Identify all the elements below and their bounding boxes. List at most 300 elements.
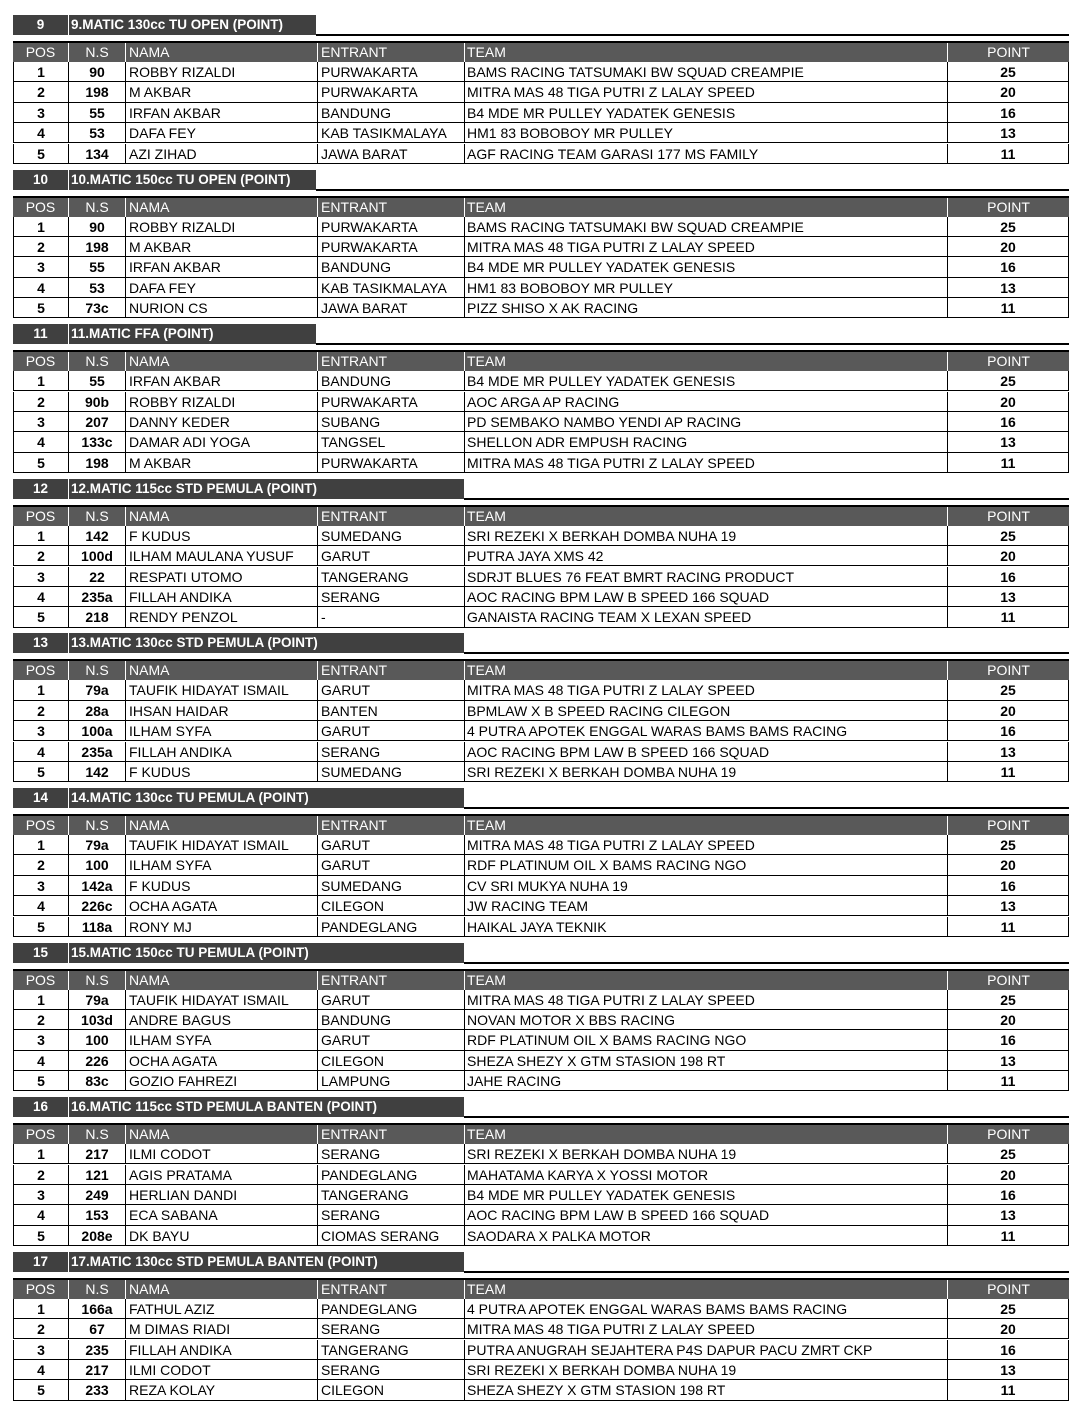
- cell-point: 25: [948, 1299, 1069, 1318]
- cell-ns: 235a: [69, 587, 126, 606]
- cell-team: SDRJT BLUES 76 FEAT BMRT RACING PRODUCT: [465, 567, 948, 586]
- column-header-ns: N.S: [69, 971, 126, 990]
- result-row: [13, 1165, 1069, 1185]
- column-header-pos: POS: [13, 661, 69, 680]
- cell-ns: 166a: [69, 1299, 126, 1318]
- column-header-ns: N.S: [69, 43, 126, 62]
- result-row: [13, 990, 1069, 1010]
- result-row: [13, 392, 1069, 412]
- title-rule: [464, 1116, 1069, 1118]
- cell-pos: 1: [13, 217, 69, 236]
- cell-pos: 4: [13, 587, 69, 606]
- cell-point: 13: [948, 1360, 1069, 1379]
- cell-entrant: PANDEGLANG: [318, 1299, 465, 1318]
- cell-pos: 1: [13, 371, 69, 390]
- class-title: 9.MATIC 130cc TU OPEN (POINT): [69, 15, 316, 35]
- cell-nama: AGIS PRATAMA: [126, 1165, 318, 1184]
- cell-entrant: CILEGON: [318, 896, 465, 915]
- cell-pos: 2: [13, 237, 69, 256]
- title-rule: [464, 962, 1069, 964]
- cell-team: 4 PUTRA APOTEK ENGGAL WARAS BAMS BAMS RACING: [465, 721, 948, 740]
- cell-nama: M AKBAR: [126, 453, 318, 472]
- cell-ns: 83c: [69, 1071, 126, 1090]
- result-row: [13, 607, 1069, 627]
- cell-entrant: PURWAKARTA: [318, 237, 465, 256]
- column-header-point: POINT: [987, 971, 1030, 988]
- class-title-row: [13, 1252, 1069, 1272]
- cell-team: MITRA MAS 48 TIGA PUTRI Z LALAY SPEED: [465, 990, 948, 1009]
- column-header-ns: N.S: [69, 661, 126, 680]
- cell-nama: ROBBY RIZALDI: [126, 62, 318, 81]
- cell-point: 25: [948, 990, 1069, 1009]
- column-header-point: POINT: [987, 44, 1030, 60]
- cell-pos: 5: [13, 453, 69, 472]
- cell-entrant: JAWA BARAT: [318, 298, 465, 317]
- cell-team: AOC RACING BPM LAW B SPEED 166 SQUAD: [465, 587, 948, 606]
- cell-nama: TAUFIK HIDAYAT ISMAIL: [126, 835, 318, 854]
- cell-team: BAMS RACING TATSUMAKI BW SQUAD CREAMPIE: [465, 62, 948, 81]
- class-title: 11.MATIC FFA (POINT): [69, 324, 316, 344]
- column-header-team: TEAM: [465, 1280, 948, 1299]
- cell-nama: GOZIO FAHREZI: [126, 1071, 318, 1090]
- cell-ns: 153: [69, 1205, 126, 1224]
- column-header-ns: N.S: [69, 1125, 126, 1144]
- result-row: [13, 701, 1069, 721]
- cell-team: B4 MDE MR PULLEY YADATEK GENESIS: [465, 257, 948, 276]
- cell-entrant: BANDUNG: [318, 1010, 465, 1029]
- cell-entrant: -: [318, 607, 465, 626]
- cell-ns: 134: [69, 144, 126, 163]
- result-row: [13, 1071, 1069, 1091]
- results-sheet: [13, 15, 1069, 1406]
- cell-point: 11: [948, 144, 1069, 163]
- cell-team: NOVAN MOTOR X BBS RACING: [465, 1010, 948, 1029]
- result-row: [13, 680, 1069, 700]
- cell-team: AGF RACING TEAM GARASI 177 MS FAMILY: [465, 144, 948, 163]
- cell-entrant: PURWAKARTA: [318, 82, 465, 101]
- column-header-ns: N.S: [69, 1280, 126, 1299]
- class-number: 11: [13, 324, 69, 344]
- cell-point: 13: [948, 1205, 1069, 1224]
- result-row: [13, 917, 1069, 937]
- cell-ns: 142: [69, 526, 126, 545]
- result-row: [13, 876, 1069, 896]
- cell-pos: 5: [13, 1380, 69, 1399]
- class-number: 12: [13, 479, 69, 499]
- result-row: [13, 298, 1069, 318]
- cell-nama: NURION CS: [126, 298, 318, 317]
- title-rule: [316, 189, 1069, 191]
- column-header-nama: NAMA: [126, 971, 318, 990]
- cell-point: 16: [948, 876, 1069, 895]
- cell-team: SHELLON ADR EMPUSH RACING: [465, 432, 948, 451]
- race-class-block: [13, 479, 1069, 634]
- column-header-team: TEAM: [465, 507, 948, 526]
- cell-team: SRI REZEKI X BERKAH DOMBA NUHA 19: [465, 526, 948, 545]
- column-header-team: TEAM: [465, 816, 948, 835]
- column-header-entrant: ENTRANT: [318, 507, 465, 526]
- cell-ns: 142: [69, 762, 126, 781]
- cell-nama: F KUDUS: [126, 762, 318, 781]
- cell-pos: 3: [13, 103, 69, 122]
- result-row: [13, 1205, 1069, 1225]
- cell-team: SAODARA X PALKA MOTOR: [465, 1226, 948, 1245]
- column-header-team: TEAM: [465, 1125, 948, 1144]
- cell-point: 16: [948, 567, 1069, 586]
- cell-entrant: TANGERANG: [318, 1340, 465, 1359]
- column-header-pos: POS: [13, 43, 69, 62]
- cell-team: 4 PUTRA APOTEK ENGGAL WARAS BAMS BAMS RACING: [465, 1299, 948, 1318]
- result-row: [13, 217, 1069, 237]
- class-title-row: [13, 943, 1069, 963]
- cell-pos: 3: [13, 1340, 69, 1359]
- column-header-team: TEAM: [465, 43, 948, 62]
- result-row: [13, 371, 1069, 391]
- cell-nama: RESPATI UTOMO: [126, 567, 318, 586]
- column-header-ns: N.S: [69, 352, 126, 371]
- cell-ns: 218: [69, 607, 126, 626]
- cell-entrant: LAMPUNG: [318, 1071, 465, 1090]
- cell-ns: 100: [69, 855, 126, 874]
- cell-ns: 226c: [69, 896, 126, 915]
- class-number: 14: [13, 788, 69, 808]
- cell-ns: 249: [69, 1185, 126, 1204]
- cell-ns: 90: [69, 62, 126, 81]
- cell-nama: ILMI CODOT: [126, 1144, 318, 1163]
- race-class-block: [13, 1097, 1069, 1252]
- cell-pos: 3: [13, 412, 69, 431]
- cell-entrant: TANGSEL: [318, 432, 465, 451]
- cell-point: 20: [948, 1165, 1069, 1184]
- cell-nama: RENDY PENZOL: [126, 607, 318, 626]
- cell-team: SRI REZEKI X BERKAH DOMBA NUHA 19: [465, 1144, 948, 1163]
- race-class-block: [13, 943, 1069, 1098]
- cell-team: AOC RACING BPM LAW B SPEED 166 SQUAD: [465, 1205, 948, 1224]
- cell-entrant: SERANG: [318, 1319, 465, 1338]
- column-header-pos: POS: [13, 507, 69, 526]
- column-header-ns: N.S: [69, 816, 126, 835]
- column-header-entrant: ENTRANT: [318, 971, 465, 990]
- cell-entrant: GARUT: [318, 546, 465, 565]
- class-number: 17: [13, 1252, 69, 1272]
- cell-point: 25: [948, 217, 1069, 236]
- cell-point: 11: [948, 1071, 1069, 1090]
- cell-ns: 226: [69, 1051, 126, 1070]
- cell-ns: 79a: [69, 680, 126, 699]
- column-header-point: POINT: [987, 1280, 1030, 1297]
- cell-team: SRI REZEKI X BERKAH DOMBA NUHA 19: [465, 1360, 948, 1379]
- cell-pos: 3: [13, 876, 69, 895]
- result-row: [13, 835, 1069, 855]
- cell-team: HM1 83 BOBOBOY MR PULLEY: [465, 278, 948, 297]
- column-header-point: POINT: [987, 1126, 1030, 1143]
- cell-point: 11: [948, 762, 1069, 781]
- class-title-row: [13, 170, 1069, 190]
- result-row: [13, 1144, 1069, 1164]
- cell-ns: 235: [69, 1340, 126, 1359]
- cell-team: MITRA MAS 48 TIGA PUTRI Z LALAY SPEED: [465, 237, 948, 256]
- cell-team: SRI REZEKI X BERKAH DOMBA NUHA 19: [465, 762, 948, 781]
- column-header-nama: NAMA: [126, 352, 318, 371]
- cell-point: 16: [948, 412, 1069, 431]
- cell-point: 16: [948, 257, 1069, 276]
- cell-pos: 2: [13, 855, 69, 874]
- class-title-row: [13, 1097, 1069, 1117]
- cell-point: 25: [948, 835, 1069, 854]
- cell-pos: 4: [13, 1051, 69, 1070]
- cell-nama: FILLAH ANDIKA: [126, 1340, 318, 1359]
- result-row: [13, 123, 1069, 143]
- cell-nama: RONY MJ: [126, 917, 318, 936]
- cell-nama: IHSAN HAIDAR: [126, 701, 318, 720]
- cell-entrant: SERANG: [318, 1144, 465, 1163]
- cell-nama: FILLAH ANDIKA: [126, 587, 318, 606]
- cell-entrant: SERANG: [318, 1360, 465, 1379]
- column-header-row: [13, 350, 1069, 371]
- cell-pos: 4: [13, 123, 69, 142]
- class-title-row: [13, 324, 1069, 344]
- cell-entrant: BANDUNG: [318, 103, 465, 122]
- column-header-entrant: ENTRANT: [318, 816, 465, 835]
- race-class-block: [13, 324, 1069, 479]
- cell-pos: 3: [13, 1185, 69, 1204]
- cell-team: MITRA MAS 48 TIGA PUTRI Z LALAY SPEED: [465, 82, 948, 101]
- cell-entrant: SUMEDANG: [318, 762, 465, 781]
- cell-ns: 198: [69, 82, 126, 101]
- cell-team: MITRA MAS 48 TIGA PUTRI Z LALAY SPEED: [465, 1319, 948, 1338]
- cell-entrant: PANDEGLANG: [318, 917, 465, 936]
- cell-team: HAIKAL JAYA TEKNIK: [465, 917, 948, 936]
- cell-team: BAMS RACING TATSUMAKI BW SQUAD CREAMPIE: [465, 217, 948, 236]
- cell-entrant: GARUT: [318, 721, 465, 740]
- cell-nama: DAMAR ADI YOGA: [126, 432, 318, 451]
- result-row: [13, 742, 1069, 762]
- cell-pos: 3: [13, 1030, 69, 1049]
- column-header-pos: POS: [13, 1280, 69, 1299]
- cell-ns: 100d: [69, 546, 126, 565]
- cell-ns: 235a: [69, 742, 126, 761]
- cell-team: RDF PLATINUM OIL X BAMS RACING NGO: [465, 1030, 948, 1049]
- title-rule: [464, 498, 1069, 500]
- cell-entrant: SUMEDANG: [318, 526, 465, 545]
- result-row: [13, 1051, 1069, 1071]
- title-rule: [316, 34, 1069, 36]
- cell-entrant: BANDUNG: [318, 371, 465, 390]
- cell-point: 11: [948, 453, 1069, 472]
- cell-ns: 53: [69, 278, 126, 297]
- cell-nama: ILHAM SYFA: [126, 721, 318, 740]
- cell-pos: 5: [13, 917, 69, 936]
- class-number: 16: [13, 1097, 69, 1117]
- cell-nama: M AKBAR: [126, 82, 318, 101]
- cell-ns: 53: [69, 123, 126, 142]
- cell-nama: DAFA FEY: [126, 123, 318, 142]
- cell-pos: 5: [13, 298, 69, 317]
- cell-entrant: SUBANG: [318, 412, 465, 431]
- column-header-ns: N.S: [69, 198, 126, 217]
- cell-pos: 3: [13, 567, 69, 586]
- cell-ns: 73c: [69, 298, 126, 317]
- cell-point: 20: [948, 701, 1069, 720]
- cell-point: 13: [948, 432, 1069, 451]
- result-row: [13, 762, 1069, 782]
- cell-team: AOC ARGA AP RACING: [465, 392, 948, 411]
- column-header-nama: NAMA: [126, 1125, 318, 1144]
- cell-point: 11: [948, 1380, 1069, 1399]
- class-title: 12.MATIC 115cc STD PEMULA (POINT): [69, 479, 464, 499]
- cell-entrant: SERANG: [318, 742, 465, 761]
- column-header-nama: NAMA: [126, 661, 318, 680]
- cell-nama: OCHA AGATA: [126, 1051, 318, 1070]
- cell-pos: 2: [13, 701, 69, 720]
- cell-point: 13: [948, 587, 1069, 606]
- title-rule: [316, 343, 1069, 345]
- column-header-nama: NAMA: [126, 198, 318, 217]
- cell-pos: 3: [13, 721, 69, 740]
- class-title: 14.MATIC 130cc TU PEMULA (POINT): [69, 788, 464, 808]
- column-header-point: POINT: [987, 507, 1030, 524]
- cell-point: 13: [948, 123, 1069, 142]
- column-header-row: [13, 1278, 1069, 1299]
- class-title: 13.MATIC 130cc STD PEMULA (POINT): [69, 633, 464, 653]
- cell-nama: FILLAH ANDIKA: [126, 742, 318, 761]
- cell-point: 20: [948, 392, 1069, 411]
- cell-entrant: CIOMAS SERANG: [318, 1226, 465, 1245]
- class-title-row: [13, 633, 1069, 653]
- cell-team: PUTRA ANUGRAH SEJAHTERA P4S DAPUR PACU ZMRT CKP: [465, 1340, 948, 1359]
- column-header-entrant: ENTRANT: [318, 661, 465, 680]
- cell-point: 20: [948, 546, 1069, 565]
- title-rule: [464, 807, 1069, 809]
- cell-pos: 1: [13, 62, 69, 81]
- cell-pos: 4: [13, 742, 69, 761]
- cell-point: 13: [948, 742, 1069, 761]
- cell-ns: 207: [69, 412, 126, 431]
- title-rule: [464, 652, 1069, 654]
- cell-nama: ECA SABANA: [126, 1205, 318, 1224]
- result-row: [13, 432, 1069, 452]
- class-title-row: [13, 479, 1069, 499]
- result-row: [13, 1340, 1069, 1360]
- cell-ns: 217: [69, 1360, 126, 1379]
- column-header-row: [13, 41, 1069, 62]
- cell-nama: ILHAM SYFA: [126, 855, 318, 874]
- result-row: [13, 1319, 1069, 1339]
- cell-point: 25: [948, 526, 1069, 545]
- result-row: [13, 237, 1069, 257]
- result-row: [13, 1010, 1069, 1030]
- cell-nama: AZI ZIHAD: [126, 144, 318, 163]
- column-header-entrant: ENTRANT: [318, 198, 465, 217]
- column-header-pos: POS: [13, 352, 69, 371]
- cell-entrant: PURWAKARTA: [318, 453, 465, 472]
- cell-entrant: CILEGON: [318, 1051, 465, 1070]
- column-header-team: TEAM: [465, 971, 948, 990]
- class-title: 16.MATIC 115cc STD PEMULA BANTEN (POINT): [69, 1097, 464, 1117]
- cell-team: CV SRI MUKYA NUHA 19: [465, 876, 948, 895]
- cell-pos: 2: [13, 392, 69, 411]
- cell-ns: 55: [69, 371, 126, 390]
- cell-team: SHEZA SHEZY X GTM STASION 198 RT: [465, 1380, 948, 1399]
- cell-pos: 2: [13, 546, 69, 565]
- result-row: [13, 62, 1069, 82]
- cell-point: 11: [948, 1226, 1069, 1245]
- cell-ns: 22: [69, 567, 126, 586]
- result-row: [13, 412, 1069, 432]
- cell-entrant: JAWA BARAT: [318, 144, 465, 163]
- result-row: [13, 587, 1069, 607]
- cell-pos: 1: [13, 1299, 69, 1318]
- cell-point: 20: [948, 82, 1069, 101]
- column-header-nama: NAMA: [126, 816, 318, 835]
- result-row: [13, 896, 1069, 916]
- cell-nama: ILHAM SYFA: [126, 1030, 318, 1049]
- cell-point: 20: [948, 237, 1069, 256]
- class-title-row: [13, 788, 1069, 808]
- cell-team: B4 MDE MR PULLEY YADATEK GENESIS: [465, 371, 948, 390]
- column-header-pos: POS: [13, 816, 69, 835]
- class-number: 13: [13, 633, 69, 653]
- cell-nama: M AKBAR: [126, 237, 318, 256]
- cell-entrant: BANTEN: [318, 701, 465, 720]
- cell-point: 25: [948, 62, 1069, 81]
- cell-team: GANAISTA RACING TEAM X LEXAN SPEED: [465, 607, 948, 626]
- column-header-pos: POS: [13, 1125, 69, 1144]
- cell-pos: 1: [13, 1144, 69, 1163]
- result-row: [13, 82, 1069, 102]
- cell-pos: 3: [13, 257, 69, 276]
- class-title: 10.MATIC 150cc TU OPEN (POINT): [69, 170, 316, 190]
- column-header-row: [13, 814, 1069, 835]
- result-row: [13, 567, 1069, 587]
- column-header-row: [13, 196, 1069, 217]
- cell-ns: 142a: [69, 876, 126, 895]
- cell-team: MITRA MAS 48 TIGA PUTRI Z LALAY SPEED: [465, 680, 948, 699]
- cell-ns: 208e: [69, 1226, 126, 1245]
- cell-pos: 5: [13, 1226, 69, 1245]
- column-header-row: [13, 969, 1069, 990]
- cell-pos: 1: [13, 526, 69, 545]
- class-title-row: [13, 15, 1069, 35]
- race-class-block: [13, 1252, 1069, 1407]
- cell-pos: 4: [13, 432, 69, 451]
- cell-point: 16: [948, 1185, 1069, 1204]
- column-header-team: TEAM: [465, 661, 948, 680]
- cell-pos: 4: [13, 896, 69, 915]
- cell-pos: 5: [13, 762, 69, 781]
- cell-entrant: KAB TASIKMALAYA: [318, 123, 465, 142]
- result-row: [13, 257, 1069, 277]
- cell-point: 16: [948, 721, 1069, 740]
- cell-entrant: SERANG: [318, 587, 465, 606]
- cell-nama: ILMI CODOT: [126, 1360, 318, 1379]
- cell-team: JW RACING TEAM: [465, 896, 948, 915]
- result-row: [13, 855, 1069, 875]
- cell-team: PD SEMBAKO NAMBO YENDI AP RACING: [465, 412, 948, 431]
- cell-nama: ROBBY RIZALDI: [126, 217, 318, 236]
- cell-point: 20: [948, 1010, 1069, 1029]
- cell-pos: 2: [13, 1319, 69, 1338]
- cell-entrant: PURWAKARTA: [318, 217, 465, 236]
- cell-pos: 2: [13, 1165, 69, 1184]
- column-header-point: POINT: [987, 353, 1030, 370]
- cell-pos: 1: [13, 680, 69, 699]
- class-title: 17.MATIC 130cc STD PEMULA BANTEN (POINT): [69, 1252, 464, 1272]
- class-number: 15: [13, 943, 69, 963]
- cell-point: 13: [948, 896, 1069, 915]
- cell-nama: HERLIAN DANDI: [126, 1185, 318, 1204]
- cell-team: RDF PLATINUM OIL X BAMS RACING NGO: [465, 855, 948, 874]
